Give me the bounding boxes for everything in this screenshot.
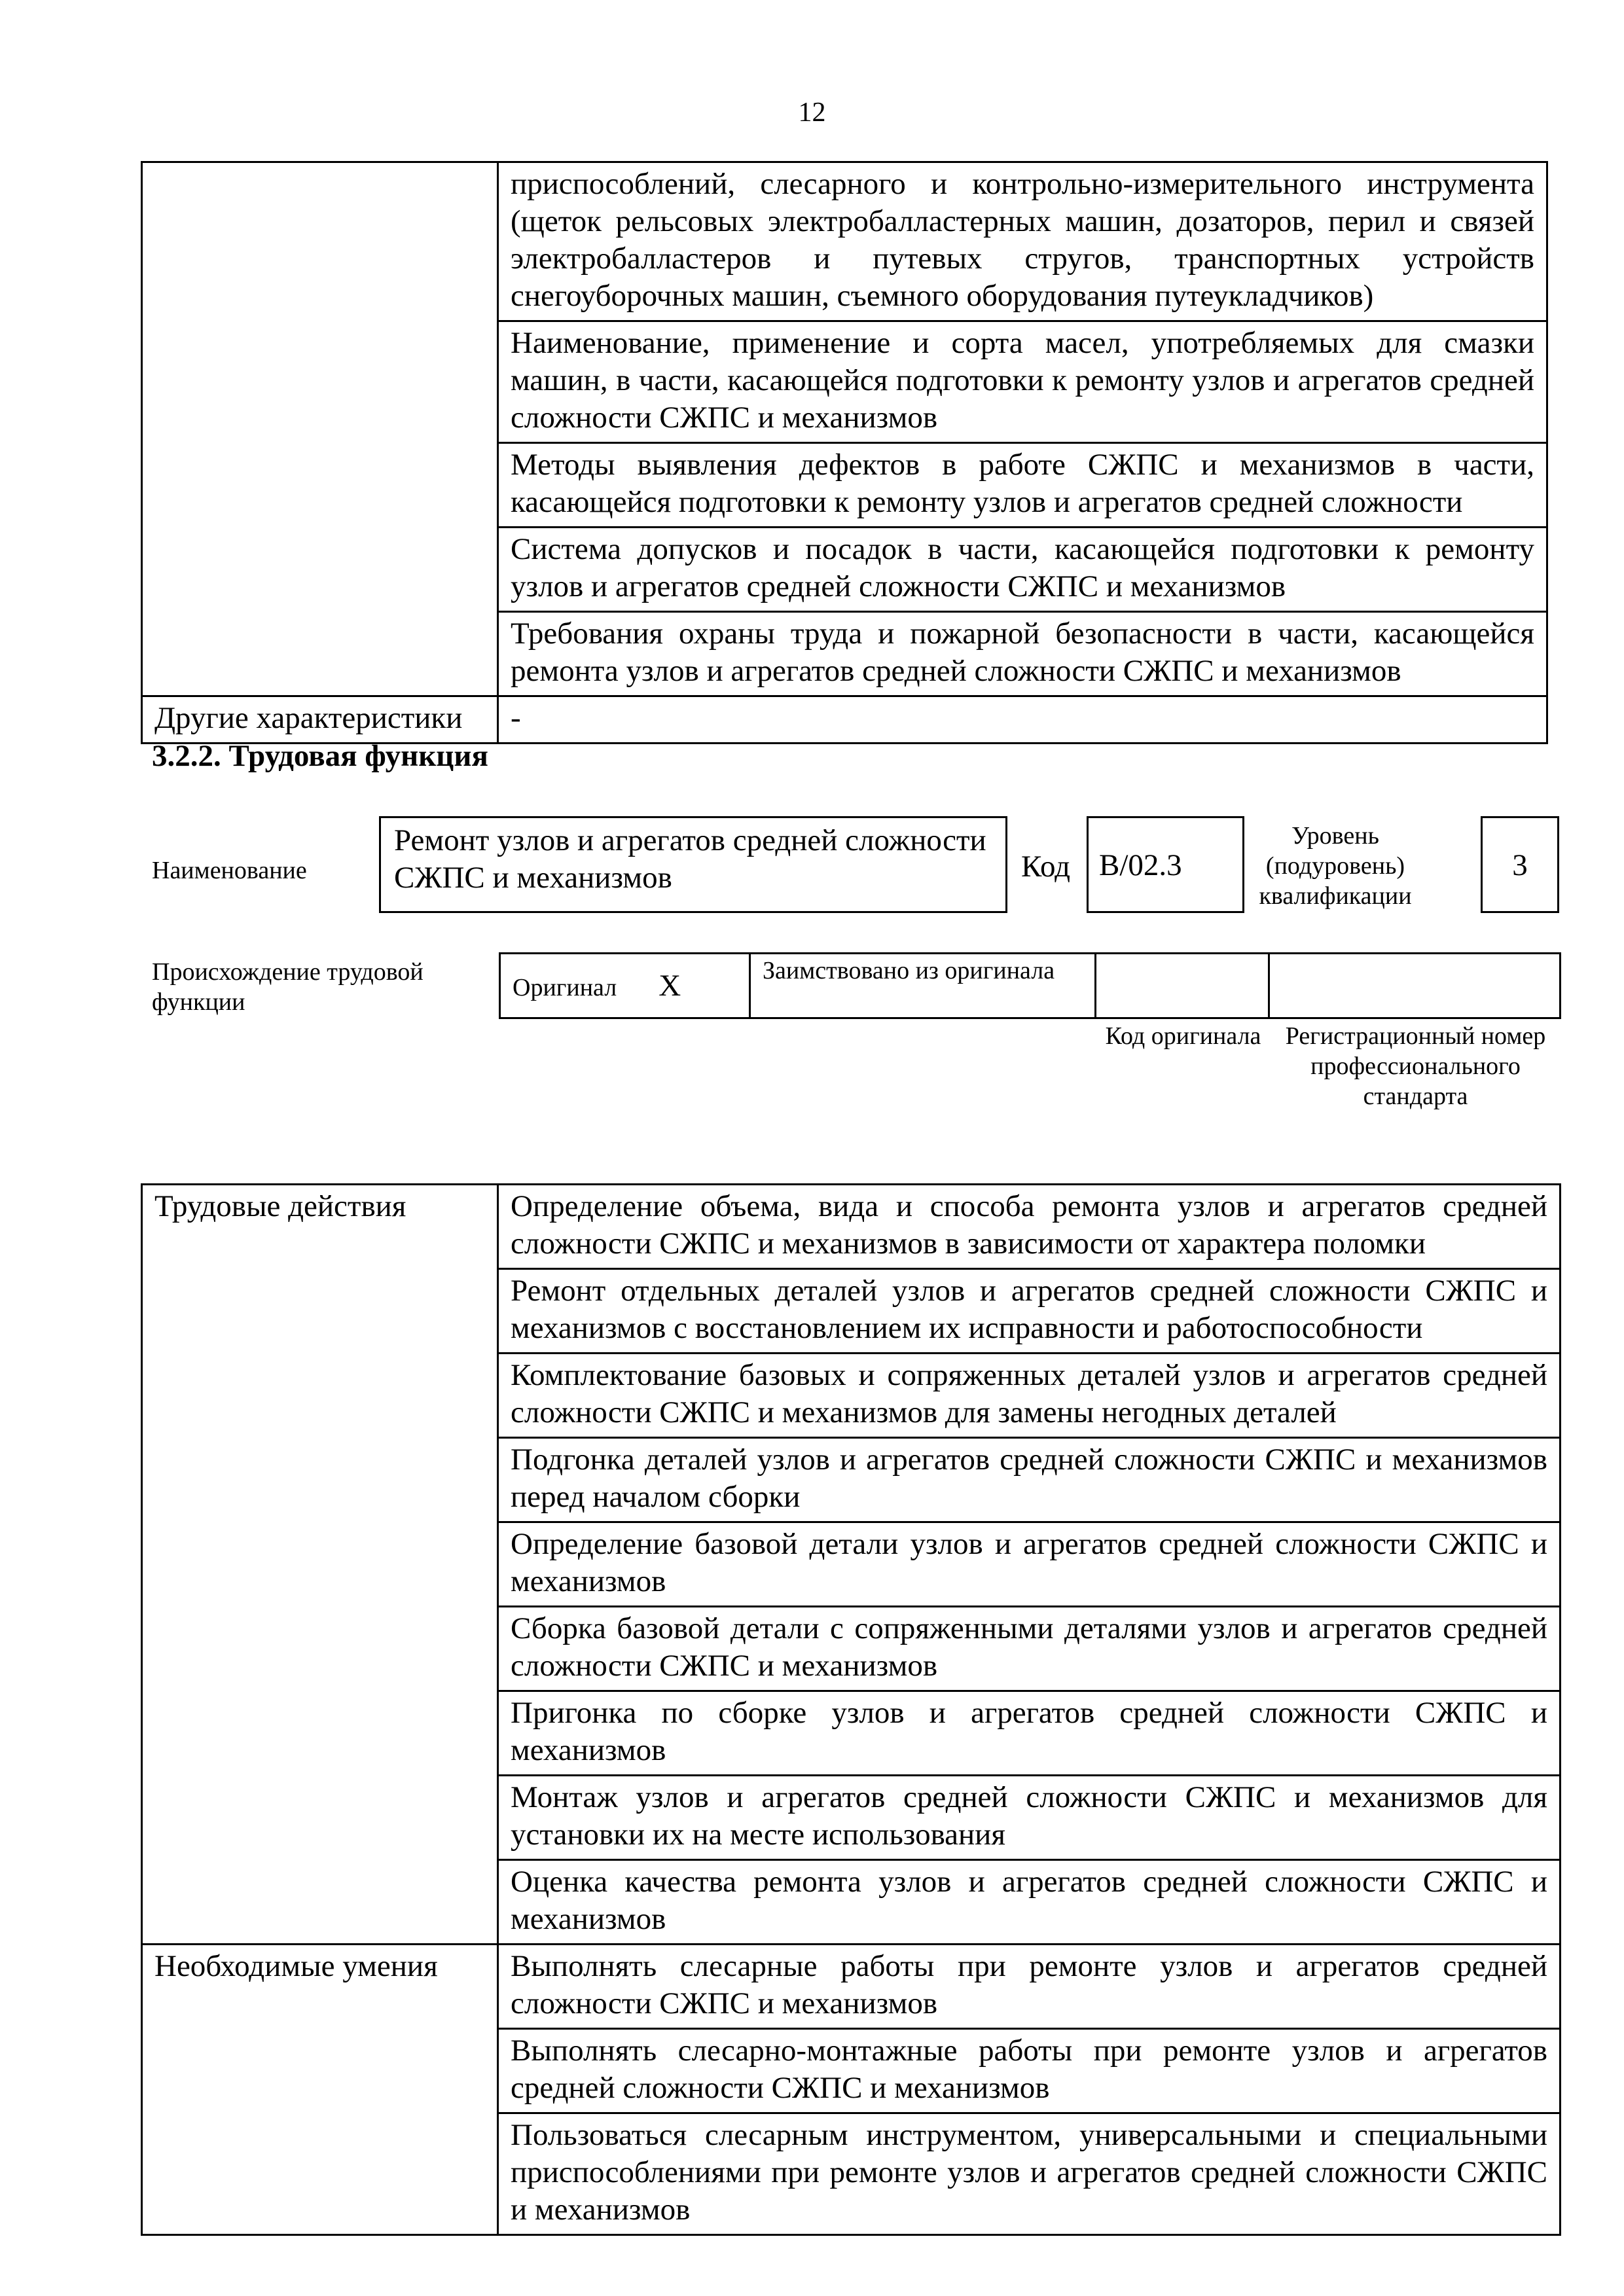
cell-text: Подгонка деталей узлов и агрегатов средней сложности СЖПС и механизмов перед началом сборки (511, 1443, 1547, 1514)
borrowed-label: Заимствовано из оригинала (763, 957, 1055, 984)
borrowed-cell (750, 954, 1096, 1018)
table-cell (498, 612, 1547, 696)
level-label: Уровень (подуровень) квалификации (1259, 822, 1412, 910)
original-cell (500, 954, 750, 1018)
table-cell (498, 2029, 1561, 2113)
required-skills-label: Необходимые умения (154, 1949, 438, 1983)
cell-text: Монтаж узлов и агрегатов средней сложности СЖПС и механизмов для установки их на месте использования (511, 1780, 1547, 1852)
table-cell (498, 528, 1547, 612)
table-cell (498, 2113, 1561, 2235)
cell-text: Оценка качества ремонта узлов и агрегатов средней сложности СЖПС и механизмов (511, 1865, 1547, 1936)
table-cell (142, 696, 498, 744)
table-cell (498, 321, 1547, 443)
empty-label-cell (142, 162, 498, 696)
original-mark: X (659, 968, 681, 1003)
table-cell (498, 1691, 1561, 1776)
level-box (1481, 816, 1559, 913)
table-cell (498, 1269, 1561, 1354)
top-table (141, 161, 1548, 744)
table-cell (498, 443, 1547, 528)
original-label: Оригинал (513, 973, 617, 1001)
table-cell (498, 1522, 1561, 1607)
other-characteristics-value: - (511, 701, 521, 735)
table-row (500, 954, 1561, 1018)
section-label-cell (142, 1945, 498, 2235)
cell-text: Выполнять слесарные работы при ремонте узлов и агрегатов средней сложности СЖПС и механизмов (511, 1949, 1547, 2020)
name-label: Наименование (152, 857, 307, 884)
labor-actions-label: Трудовые действия (154, 1189, 406, 1223)
table-cell (498, 1354, 1561, 1438)
table-cell (498, 1776, 1561, 1860)
cell-text: Выполнять слесарно-монтажные работы при ремонте узлов и агрегатов средней сложности СЖПС и механизмов (511, 2034, 1547, 2105)
section-label-cell (142, 1185, 498, 1945)
reg-caption: Регистрационный номер профессионального стандарта (1285, 1022, 1546, 1110)
table-row (142, 696, 1547, 744)
cell-text: Требования охраны труда и пожарной безопасности в части, касающейся ремонта узлов и агрегатов средней сложности СЖПС и механизмов (511, 617, 1534, 688)
level-value: 3 (1512, 848, 1528, 882)
origin-table (499, 952, 1561, 1019)
table-cell (498, 1185, 1561, 1269)
function-name-value: Ремонт узлов и агрегатов средней сложности СЖПС и механизмов (394, 823, 986, 895)
cell-text: приспособлений, слесарного и контрольно-измерительного инструмента (щеток рельсовых электробалластерных машин, дозаторов, перил и связей электробалластеров и путевых стругов, транспортных устройств снегоуборочных машин, съемного оборудования путеукладчиков) (511, 167, 1534, 313)
table-cell (498, 1945, 1561, 2029)
other-characteristics-label: Другие характеристики (154, 701, 463, 735)
cell-text: Методы выявления дефектов в работе СЖПС и механизмов в части, касающейся подготовки к ремонту узлов и агрегатов средней сложности (511, 448, 1534, 519)
table-row (142, 1945, 1561, 2029)
table-cell (498, 1860, 1561, 1945)
section-heading: 3.2.2. Трудовая функция (152, 739, 488, 773)
code-label: Код (1021, 850, 1071, 884)
table-cell (498, 162, 1547, 321)
table-cell (498, 1438, 1561, 1522)
table-row (142, 162, 1547, 321)
original-code-cell (1096, 954, 1269, 1018)
code-box (1087, 816, 1244, 913)
cell-text: Система допусков и посадок в части, касающейся подготовки к ремонту узлов и агрегатов средней сложности СЖПС и механизмов (511, 532, 1534, 603)
function-name-box (379, 816, 1007, 913)
cell-text: Определение базовой детали узлов и агрегатов средней сложности СЖПС и механизмов (511, 1527, 1547, 1598)
table-cell (498, 1607, 1561, 1691)
origin-label: Происхождение трудовой функции (152, 958, 424, 1016)
main-table (141, 1183, 1561, 2236)
cell-text: Наименование, применение и сорта масел, употребляемых для смазки машин, в части, касающейся подготовки к ремонту узлов и агрегатов средней сложности СЖПС и механизмов (511, 326, 1534, 435)
reg-number-cell (1269, 954, 1561, 1018)
table-row (142, 1185, 1561, 1269)
cell-text: Комплектование базовых и сопряженных деталей узлов и агрегатов средней сложности СЖПС и механизмов для замены негодных деталей (511, 1358, 1547, 1429)
code-value: B/02.3 (1099, 848, 1182, 882)
page-number: 12 (798, 98, 826, 128)
cell-text: Пригонка по сборке узлов и агрегатов средней сложности СЖПС и механизмов (511, 1696, 1547, 1767)
cell-text: Пользоваться слесарным инструментом, универсальными и специальными приспособлениями при ремонте узлов и агрегатов средней сложности СЖПС и механизмов (511, 2118, 1547, 2227)
table-cell (498, 696, 1547, 744)
cell-text: Сборка базовой детали с сопряженными деталями узлов и агрегатов средней сложности СЖПС и механизмов (511, 1611, 1547, 1683)
cell-text: Ремонт отдельных деталей узлов и агрегатов средней сложности СЖПС и механизмов с восстановлением их исправности и работоспособности (511, 1274, 1547, 1345)
cell-text: Определение объема, вида и способа ремонта узлов и агрегатов средней сложности СЖПС и механизмов в зависимости от характера поломки (511, 1189, 1547, 1261)
code-caption: Код оригинала (1105, 1022, 1261, 1050)
